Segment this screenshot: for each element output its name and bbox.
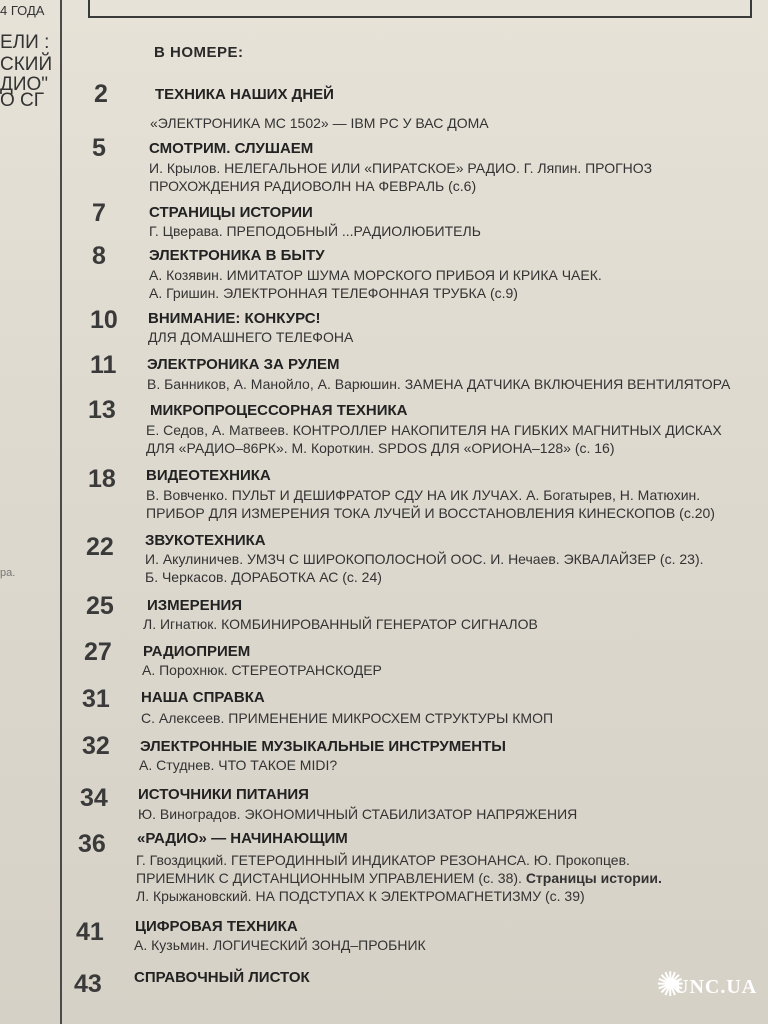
page-number: 41 <box>76 918 104 946</box>
watermark-text: UNC.UA <box>674 976 758 998</box>
left-text-2: ЕЛИ : <box>0 32 50 53</box>
article-line: ПРОХОЖДЕНИЯ РАДИОВОЛН НА ФЕВРАЛЬ (с.6) <box>149 178 477 194</box>
top-frame <box>88 0 752 18</box>
section-title: ЗВУКОТЕХНИКА <box>145 532 266 549</box>
watermark-logo <box>656 966 756 1006</box>
section-title: СТРАНИЦЫ ИСТОРИИ <box>149 204 313 221</box>
section-title: ЭЛЕКТРОННЫЕ МУЗЫКАЛЬНЫЕ ИНСТРУМЕНТЫ <box>140 738 506 755</box>
page-number: 2 <box>94 80 108 108</box>
page-number: 31 <box>82 685 110 713</box>
article-line: ДЛЯ ДОМАШНЕГО ТЕЛЕФОНА <box>148 329 354 345</box>
article-line: С. Алексеев. ПРИМЕНЕНИЕ МИКРОСХЕМ СТРУКТУРЫ КМОП <box>141 710 554 726</box>
contents-heading: В НОМЕРЕ: <box>154 44 244 61</box>
column-divider <box>60 0 62 1024</box>
section-title: НАША СПРАВКА <box>141 689 265 706</box>
page-number: 8 <box>92 242 106 270</box>
article-line: ДЛЯ «РАДИО–86РК». М. Короткин. SPDOS ДЛЯ «ОРИОНА–128» (с. 16) <box>146 440 615 456</box>
page-number: 43 <box>74 970 102 998</box>
left-text-3: СКИЙ <box>0 54 53 75</box>
article-line: А. Студнев. ЧТО ТАКОЕ MIDI? <box>139 757 338 773</box>
sunburst-icon: ✺ <box>656 966 685 1004</box>
page-number: 10 <box>90 306 118 334</box>
page-number: 22 <box>86 533 114 561</box>
section-title: «РАДИО» — НАЧИНАЮЩИМ <box>137 830 348 847</box>
article-line: И. Акулиничев. УМЗЧ С ШИРОКОПОЛОСНОЙ ООС. И. Нечаев. ЭКВАЛАЙЗЕР (с. 23). <box>145 551 704 567</box>
article-line: А. Кузьмин. ЛОГИЧЕСКИЙ ЗОНД–ПРОБНИК <box>134 937 426 953</box>
left-text-4: ДИО" <box>0 74 49 95</box>
article-line: «ЭЛЕКТРОНИКА МС 1502» — IBM PC У ВАС ДОМА <box>150 115 489 131</box>
article-line: А. Гришин. ЭЛЕКТРОННАЯ ТЕЛЕФОННАЯ ТРУБКА (с.9) <box>149 285 518 301</box>
page-number: 36 <box>78 830 106 858</box>
section-title: ВНИМАНИЕ: КОНКУРС! <box>148 310 321 327</box>
left-text-5: О СГ <box>0 90 45 111</box>
section-title: ЭЛЕКТРОНИКА В БЫТУ <box>149 247 325 264</box>
page-number: 13 <box>88 396 116 424</box>
article-line: Б. Черкасов. ДОРАБОТКА АС (с. 24) <box>145 569 382 585</box>
page-number: 18 <box>88 465 116 493</box>
page-number: 34 <box>80 784 108 812</box>
article-line: И. Крылов. НЕЛЕГАЛЬНОЕ ИЛИ «ПИРАТСКОЕ» РАДИО. Г. Ляпин. ПРОГНОЗ <box>149 160 653 176</box>
article-line: Е. Седов, А. Матвеев. КОНТРОЛЛЕР НАКОПИТЕЛЯ НА ГИБКИХ МАГНИТНЫХ ДИСКАХ <box>146 422 722 438</box>
article-line: Ю. Виноградов. ЭКОНОМИЧНЫЙ СТАБИЛИЗАТОР НАПРЯЖЕНИЯ <box>138 806 578 822</box>
article-line: А. Козявин. ИМИТАТОР ШУМА МОРСКОГО ПРИБОЯ И КРИКА ЧАЕК. <box>149 267 602 283</box>
article-line: ПРИБОР ДЛЯ ИЗМЕРЕНИЯ ТОКА ЛУЧЕЙ И ВОССТАНОВЛЕНИЯ КИНЕСКОПОВ (с.20) <box>146 505 715 521</box>
section-title: ИСТОЧНИКИ ПИТАНИЯ <box>138 786 309 803</box>
section-title: РАДИОПРИЕМ <box>143 643 251 660</box>
section-title: СМОТРИМ. СЛУШАЕМ <box>149 140 314 157</box>
article-line: Г. Цверава. ПРЕПОДОБНЫЙ ...РАДИОЛЮБИТЕЛЬ <box>149 223 481 239</box>
article-line: Л. Крыжановский. НА ПОДСТУПАХ К ЭЛЕКТРОМАГНЕТИЗМУ (с. 39) <box>136 888 585 904</box>
article-line: Л. Игнатюк. КОМБИНИРОВАННЫЙ ГЕНЕРАТОР СИГНАЛОВ <box>143 616 538 632</box>
article-line: В. Банников, А. Манойло, А. Варюшин. ЗАМЕНА ДАТЧИКА ВКЛЮЧЕНИЯ ВЕНТИЛЯТОРА <box>147 376 731 392</box>
page-number: 5 <box>92 134 106 162</box>
page-number: 27 <box>84 638 112 666</box>
section-title: СПРАВОЧНЫЙ ЛИСТОК <box>134 969 310 986</box>
section-title: ЦИФРОВАЯ ТЕХНИКА <box>135 918 298 935</box>
section-title: ВИДЕОТЕХНИКА <box>146 467 271 484</box>
left-column <box>0 0 60 1024</box>
section-title: ИЗМЕРЕНИЯ <box>147 597 243 614</box>
article-text: ПРИЕМНИК С ДИСТАНЦИОННЫМ УПРАВЛЕНИЕМ (с. 38). <box>136 870 522 886</box>
page-number: 11 <box>90 351 117 379</box>
section-title: ЭЛЕКТРОНИКА ЗА РУЛЕМ <box>147 356 340 373</box>
section-title: МИКРОПРОЦЕССОРНАЯ ТЕХНИКА <box>150 402 408 419</box>
page-number: 32 <box>82 732 110 760</box>
page-number: 25 <box>86 592 114 620</box>
article-line: В. Вовченко. ПУЛЬТ И ДЕШИФРАТОР СДУ НА ИК ЛУЧАХ. А. Богатырев, Н. Матюхин. <box>146 487 701 503</box>
page-number: 7 <box>92 199 106 227</box>
bold-note: Страницы истории. <box>525 870 662 886</box>
article-line <box>136 869 662 887</box>
left-text-1: 4 ГОДА <box>0 3 45 18</box>
section-title: ТЕХНИКА НАШИХ ДНЕЙ <box>155 86 334 103</box>
article-line: Г. Гвоздицкий. ГЕТЕРОДИННЫЙ ИНДИКАТОР РЕЗОНАНСА. Ю. Прокопцев. <box>136 852 630 868</box>
left-text-6: ра. <box>0 567 16 579</box>
article-line: А. Порохнюк. СТЕРЕОТРАНСКОДЕР <box>142 662 382 678</box>
